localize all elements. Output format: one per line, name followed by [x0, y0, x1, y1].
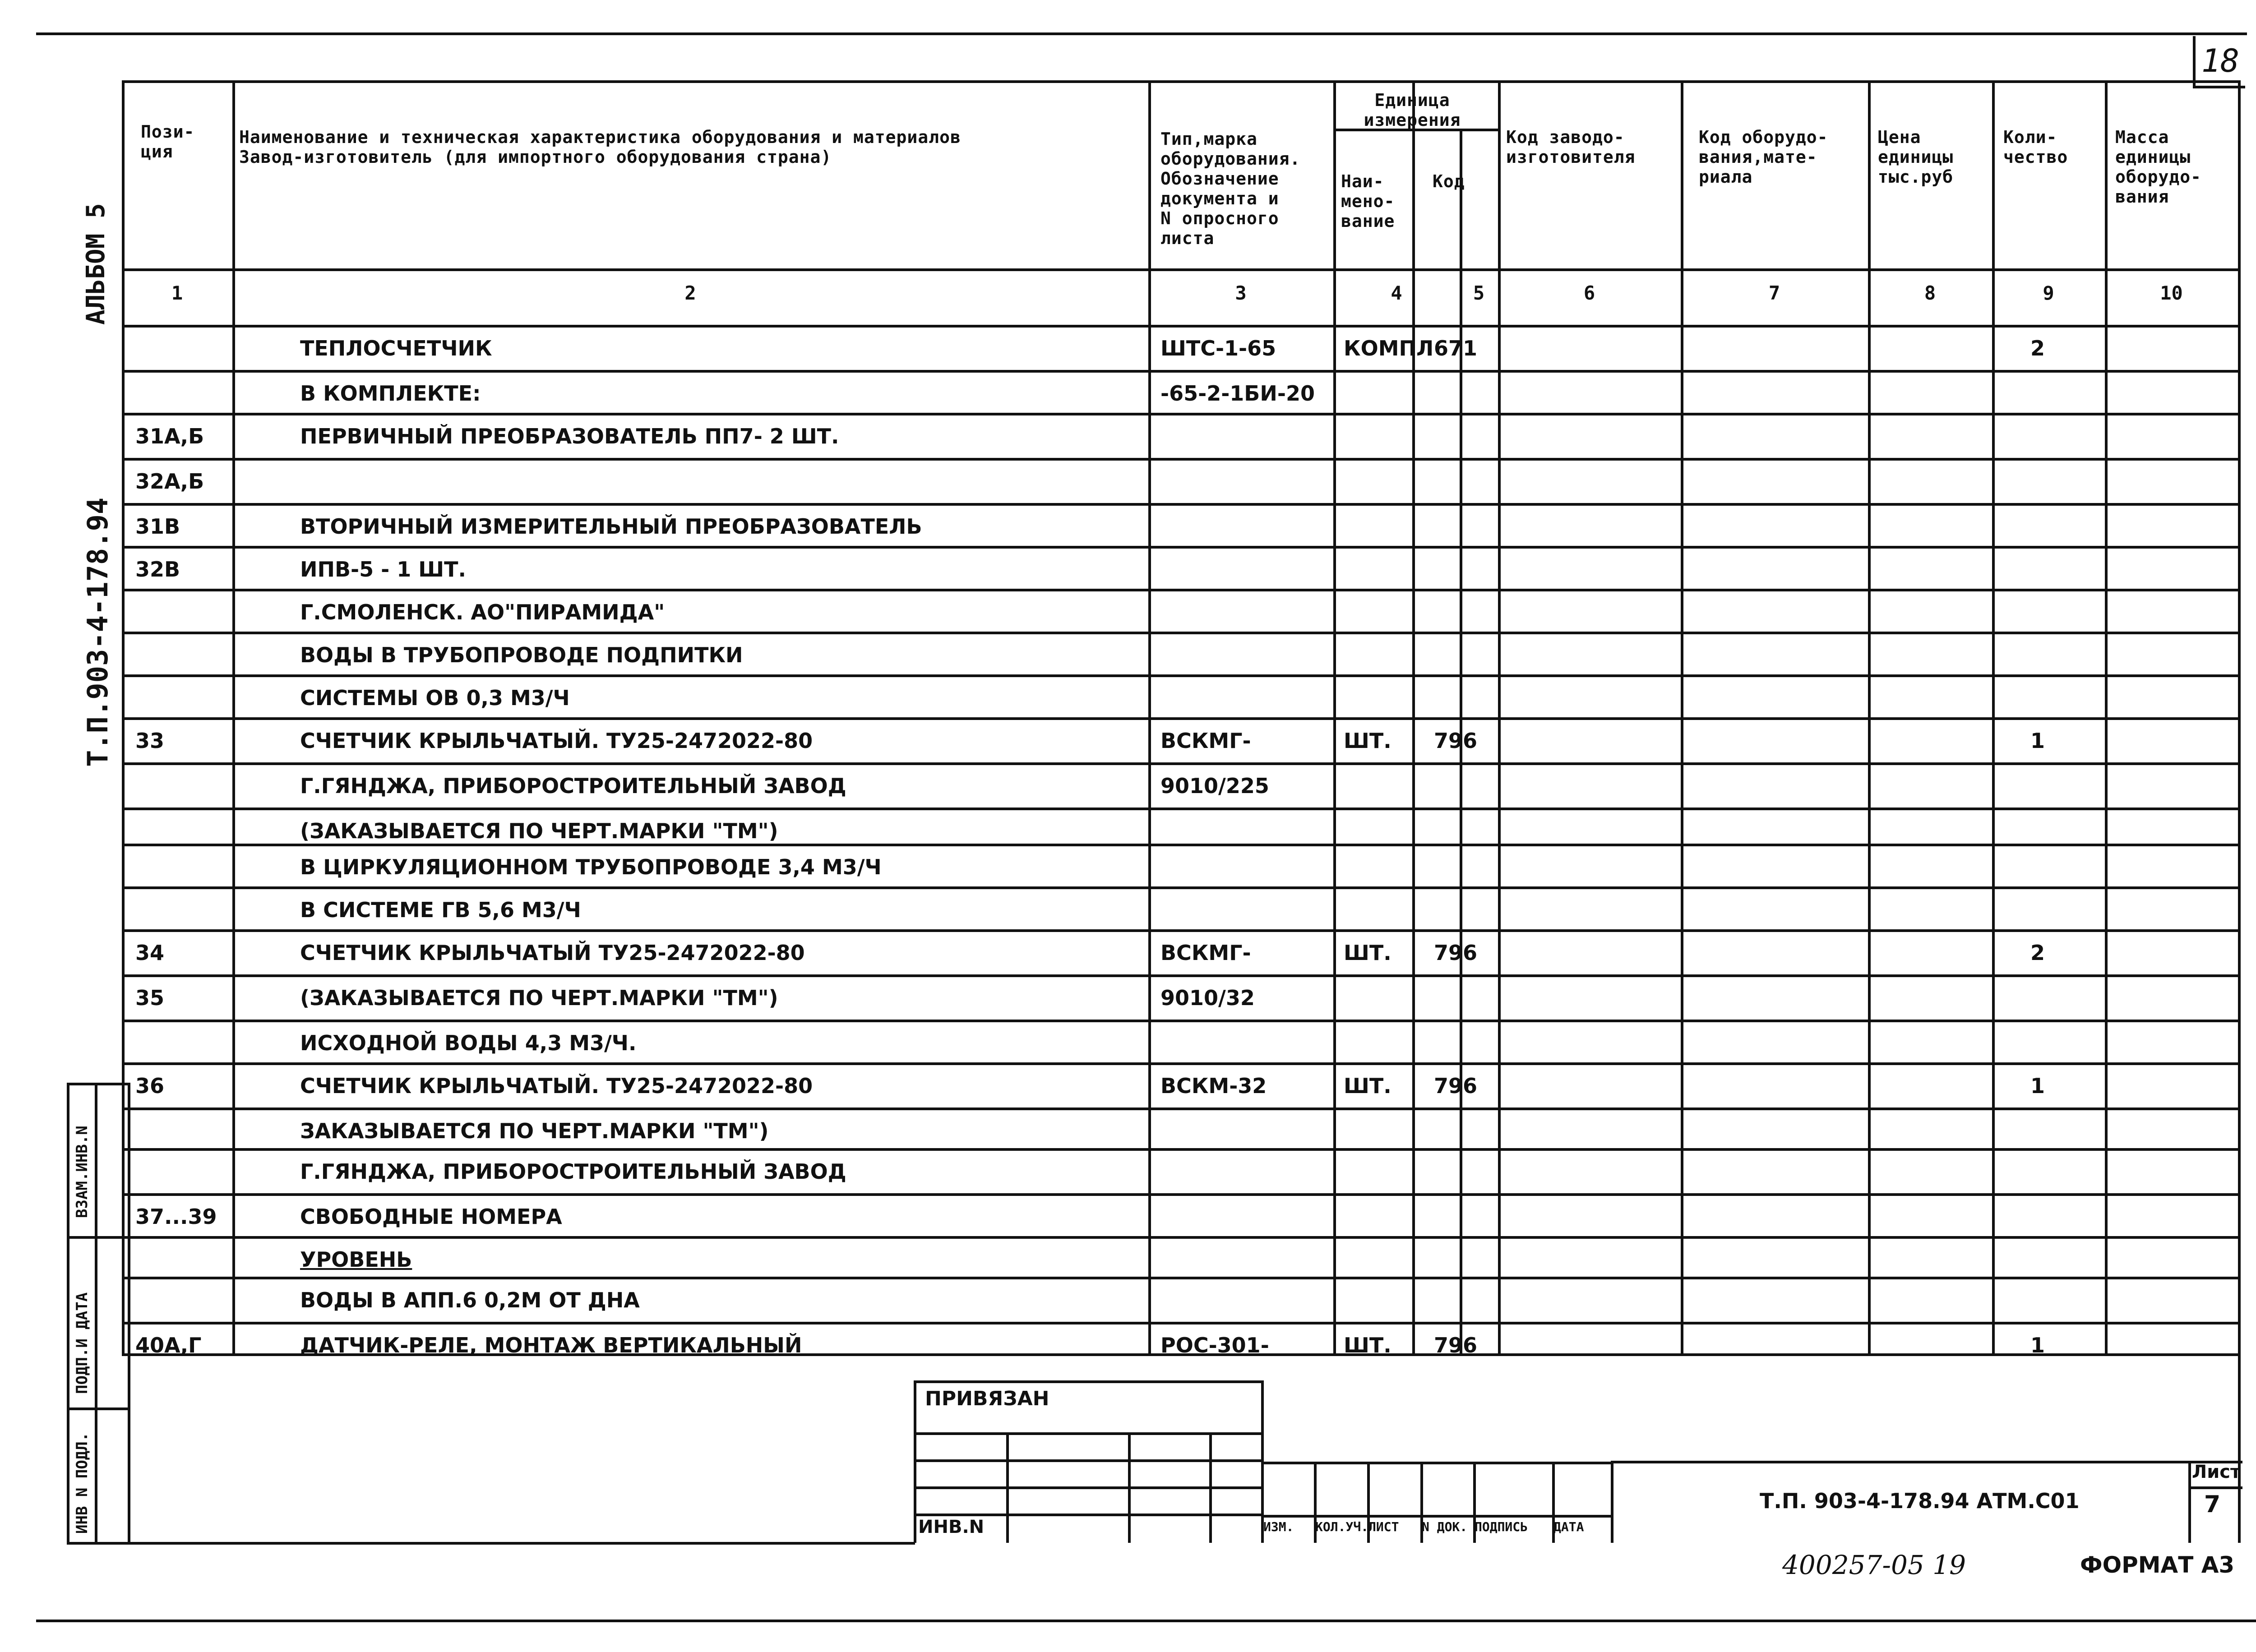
- row-name: ВТОРИЧНЫЙ ИЗМЕРИТЕЛЬНЫЙ ПРЕОБРАЗОВАТЕЛЬ: [300, 514, 922, 539]
- stamp-vzam-inv: ВЗАМ.ИНВ.N: [73, 1126, 91, 1218]
- row-position: 36: [135, 1074, 165, 1098]
- grid-hline: [122, 1020, 2241, 1022]
- row-name: ВОДЫ В АПП.6 0,2М ОТ ДНА: [300, 1288, 640, 1312]
- row-quantity: 1: [2030, 1333, 2045, 1357]
- row-quantity: 2: [2030, 941, 2045, 965]
- row-type: РОС-301-: [1160, 1333, 1269, 1357]
- row-type: ВСКМГ-: [1160, 941, 1251, 965]
- row-position: 32В: [135, 557, 180, 581]
- grid-hline: [122, 1236, 2241, 1239]
- rev-col-label: ЛИСТ: [1368, 1519, 1399, 1534]
- format-label: ФОРМАТ А3: [2080, 1552, 2235, 1578]
- grid-vline: [2238, 1353, 2241, 1543]
- designation: Т.П. 903-4-178.94 АТМ.С01: [1760, 1489, 2080, 1513]
- grid-hline: [122, 674, 2241, 677]
- grid-vline: [1148, 80, 1151, 1353]
- grid-hline: [122, 503, 2241, 506]
- row-name: Г.СМОЛЕНСК. АО"ПИРАМИДА": [300, 600, 665, 624]
- row-unit: КОМПЛ: [1344, 336, 1434, 360]
- grid-vline: [1498, 80, 1501, 1353]
- grid-vline: [1681, 80, 1683, 1353]
- grid-vline: [1868, 80, 1871, 1353]
- header-equipment-code: Код оборудо- вания,мате- риала: [1699, 127, 1828, 187]
- row-name: В СИСТЕМЕ ГВ 5,6 М3/Ч: [300, 898, 581, 922]
- header-name: Наименование и техническая характеристика оборудования и материалов Завод-изготовитель (для импортного оборудования страна): [239, 127, 961, 167]
- stamp-bottom: [67, 1542, 128, 1545]
- row-quantity: 2: [2030, 336, 2045, 360]
- row-name: ЗАКАЗЫВАЕТСЯ ПО ЧЕРТ.МАРКИ "ТМ"): [300, 1119, 769, 1143]
- stamp-line-a: [67, 1083, 69, 1543]
- grid-hline: [122, 370, 2241, 373]
- frame-bottom: [36, 1620, 2256, 1622]
- header-unit-code: Код: [1433, 171, 1465, 191]
- row-unit-code: 796: [1434, 1074, 1478, 1098]
- header-type: Тип,марка оборудования. Обозначение документа и N опросного листа: [1160, 129, 1301, 248]
- row-quantity: 1: [2030, 1074, 2045, 1098]
- grid-hline: [122, 413, 2241, 415]
- row-name: ИСХОДНОЙ ВОДЫ 4,3 М3/Ч.: [300, 1031, 637, 1055]
- privyazan-label: ПРИВЯЗАН: [925, 1387, 1049, 1410]
- project-side-label: Т.П.903-4-178.94: [81, 497, 114, 767]
- column-number-7: 7: [1768, 282, 1780, 304]
- grid-vline: [2105, 80, 2108, 1353]
- row-name: ДАТЧИК-РЕЛЕ, МОНТАЖ ВЕРТИКАЛЬНЫЙ: [300, 1333, 802, 1357]
- row-name: (ЗАКАЗЫВАЕТСЯ ПО ЧЕРТ.МАРКИ "ТМ"): [300, 819, 778, 843]
- stamp-top: [67, 1083, 128, 1085]
- row-unit-code: 796: [1434, 729, 1478, 753]
- row-position: 31В: [135, 514, 180, 539]
- row-position: 33: [135, 729, 165, 753]
- row-name: СЧЕТЧИК КРЫЛЬЧАТЫЙ. ТУ25-2472022-80: [300, 729, 813, 753]
- column-number-5: 5: [1473, 282, 1485, 304]
- row-position: 32А,Б: [135, 469, 204, 494]
- row-type: ВСКМ-32: [1160, 1074, 1267, 1098]
- header-price: Цена единицы тыс.руб: [1878, 127, 1954, 187]
- row-position: 35: [135, 986, 165, 1010]
- column-number-10: 10: [2160, 282, 2183, 304]
- row-position: 40А,Г: [135, 1333, 202, 1357]
- row-name: ПЕРВИЧНЫЙ ПРЕОБРАЗОВАТЕЛЬ ПП7- 2 ШТ.: [300, 424, 839, 448]
- column-number-4: 4: [1391, 282, 1402, 304]
- grid-hline: [122, 546, 2241, 549]
- grid-hline: [122, 1062, 2241, 1065]
- header-quantity: Коли- чество: [2003, 127, 2068, 167]
- row-name: СИСТЕМЫ ОВ 0,3 М3/Ч: [300, 686, 570, 710]
- row-type: ВСКМГ-: [1160, 729, 1251, 753]
- grid-hline: [128, 1542, 915, 1545]
- grid-hline: [122, 1277, 2241, 1279]
- grid-hline: [122, 717, 2241, 720]
- stamp-line-b: [95, 1083, 97, 1543]
- stamp-inv-podl: ИНВ N ПОДЛ.: [73, 1432, 91, 1534]
- stamp-podp-data: ПОДП.И ДАТА: [73, 1292, 91, 1394]
- column-number-1: 1: [171, 282, 183, 304]
- row-unit-code: 796: [1434, 941, 1478, 965]
- grid-vline: [1333, 80, 1336, 1353]
- grid-hline: [122, 762, 2241, 765]
- header-position: Пози- ция: [141, 122, 195, 162]
- row-name: ТЕПЛОСЧЕТЧИК: [300, 336, 492, 360]
- grid-hline: [122, 1193, 2241, 1196]
- album-label: АЛЬБОМ 5: [81, 203, 111, 325]
- row-type: ШТС-1-65: [1160, 336, 1276, 360]
- handwritten-number: 400257-05 19: [1782, 1550, 1966, 1580]
- row-name: В КОМПЛЕКТЕ:: [300, 381, 481, 406]
- row-position: 37...39: [135, 1204, 217, 1229]
- row-name: ВОДЫ В ТРУБОПРОВОДЕ ПОДПИТКИ: [300, 643, 743, 667]
- grid-vline: [232, 80, 235, 1353]
- grid-hline: [122, 458, 2241, 461]
- inv-n-label: ИНВ.N: [918, 1517, 985, 1537]
- column-number-2: 2: [684, 282, 696, 304]
- rev-col-label: ИЗМ.: [1263, 1519, 1294, 1534]
- grid-vline: [1412, 80, 1415, 1353]
- row-type: 9010/32: [1160, 986, 1255, 1010]
- row-name: В ЦИРКУЛЯЦИОННОМ ТРУБОПРОВОДЕ 3,4 М3/Ч: [300, 855, 882, 879]
- row-name: Г.ГЯНДЖА, ПРИБОРОСТРОИТЕЛЬНЫЙ ЗАВОД: [300, 774, 846, 798]
- row-quantity: 1: [2030, 729, 2045, 753]
- row-name: СВОБОДНЫЕ НОМЕРА: [300, 1204, 562, 1229]
- grid-hline: [122, 325, 2241, 328]
- header-mass: Масса единицы оборудо- вания: [2115, 127, 2202, 207]
- grid-hline: [122, 589, 2241, 591]
- row-name: ИПВ-5 - 1 ШТ.: [300, 557, 466, 581]
- row-position: 34: [135, 941, 165, 965]
- row-name: Г.ГЯНДЖА, ПРИБОРОСТРОИТЕЛЬНЫЙ ЗАВОД: [300, 1159, 846, 1184]
- rev-col-label: КОЛ.УЧ.: [1315, 1519, 1369, 1534]
- grid-hline: [122, 268, 2241, 271]
- row-unit: ШТ.: [1344, 941, 1392, 965]
- grid-vline: [2238, 80, 2241, 1353]
- grid-hline: [122, 1322, 2241, 1324]
- grid-vline: [1992, 80, 1995, 1353]
- grid-hline: [122, 808, 2241, 810]
- column-number-8: 8: [1924, 282, 1936, 304]
- row-type: -65-2-1БИ-20: [1160, 381, 1315, 406]
- corner-sheet-number: 18: [2193, 36, 2245, 88]
- row-unit: ШТ.: [1344, 1333, 1392, 1357]
- column-number-3: 3: [1235, 282, 1247, 304]
- header-unit-group: Единица измерения: [1364, 90, 1461, 130]
- grid-hline: [122, 632, 2241, 634]
- grid-hline: [122, 1107, 2241, 1110]
- row-unit: ШТ.: [1344, 1074, 1392, 1098]
- row-name: (ЗАКАЗЫВАЕТСЯ ПО ЧЕРТ.МАРКИ "ТМ"): [300, 986, 778, 1010]
- header-factory-code: Код заводо- изготовителя: [1506, 127, 1636, 167]
- grid-hline: [122, 80, 2241, 83]
- row-type: 9010/225: [1160, 774, 1269, 798]
- row-unit-code: 796: [1434, 1333, 1478, 1357]
- row-name: СЧЕТЧИК КРЫЛЬЧАТЫЙ ТУ25-2472022-80: [300, 941, 805, 965]
- stamp-div-2: [67, 1407, 128, 1410]
- stamp-div-1: [67, 1236, 128, 1239]
- frame-top: [36, 32, 2247, 35]
- sheet-value: 7: [2204, 1491, 2221, 1518]
- grid-vline: [122, 80, 125, 1353]
- rev-col-label: ПОДПИСЬ: [1475, 1519, 1528, 1534]
- grid-hline: [122, 974, 2241, 977]
- row-position: 31А,Б: [135, 424, 204, 448]
- grid-hline: [122, 886, 2241, 889]
- row-unit-code: 671: [1434, 336, 1478, 360]
- row-name: СЧЕТЧИК КРЫЛЬЧАТЫЙ. ТУ25-2472022-80: [300, 1074, 813, 1098]
- column-number-6: 6: [1583, 282, 1595, 304]
- grid-vline: [128, 1083, 130, 1543]
- grid-hline: [122, 929, 2241, 932]
- rev-col-label: N ДОК.: [1422, 1519, 1468, 1534]
- header-unit-name: Наи- мено- вание: [1341, 171, 1395, 231]
- row-unit: ШТ.: [1344, 729, 1392, 753]
- rev-col-label: ДАТА: [1553, 1519, 1584, 1534]
- sheet-label: Лист: [2192, 1462, 2241, 1482]
- grid-hline: [122, 844, 2241, 846]
- grid-hline: [122, 1148, 2241, 1151]
- row-name: УРОВЕНЬ: [300, 1247, 412, 1272]
- column-number-9: 9: [2043, 282, 2054, 304]
